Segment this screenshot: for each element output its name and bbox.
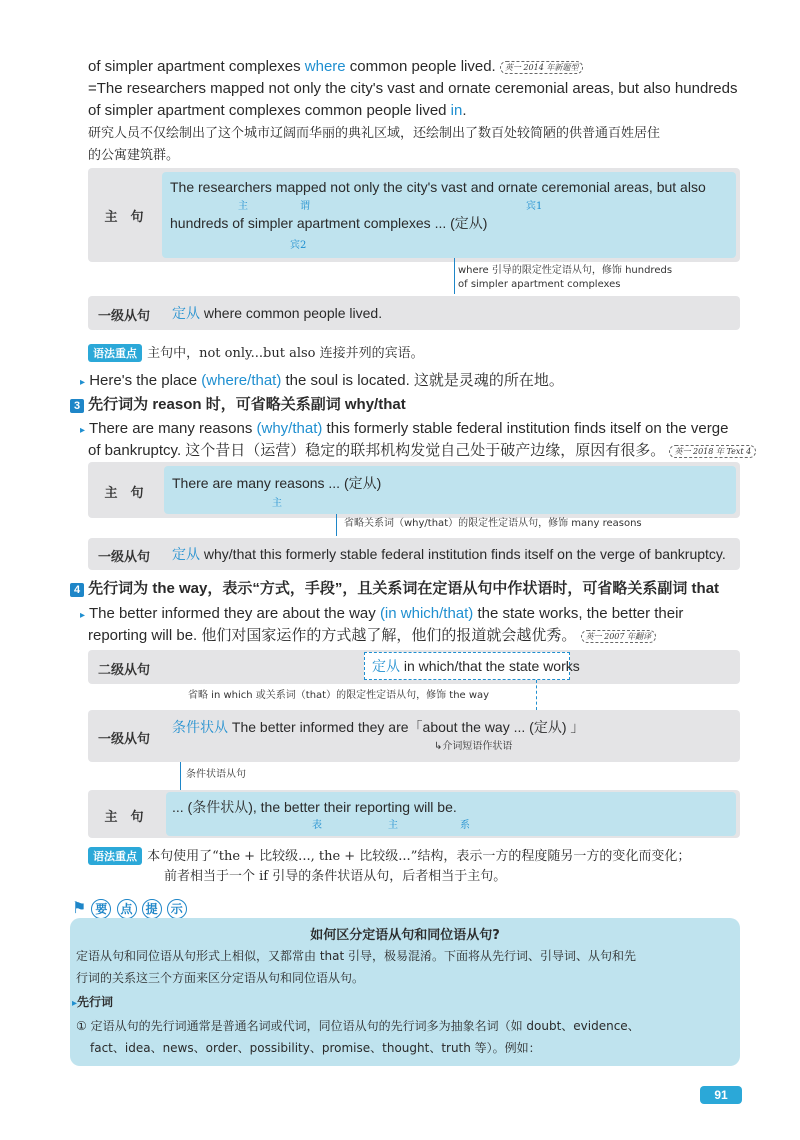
s4-label-xi: 系	[460, 820, 470, 831]
label-subject: 主	[238, 201, 248, 212]
s4-lvl2-label: 二级从句	[97, 663, 150, 678]
s4-label-zhu: 主	[388, 820, 398, 831]
flag-icon: ⚑	[72, 898, 87, 917]
section4-heading: 4 先行词为 the way，表示“方式，手段”，且关系词在定语从句中作状语时，可省略关系副词 that	[70, 578, 719, 600]
intro-line3: of simpler apartment complexes common people lived in.	[88, 102, 467, 119]
s3-arrow-note: 省略关系词（why/that）的限定性定语从句，修饰 many reasons	[344, 518, 642, 529]
s4-lvl1-label: 一级从句	[97, 732, 150, 747]
section4-line2: reporting will be. 他们对国家运作的方式越了解，他们的报道就会越优秀。 英一 2007 年翻译	[88, 625, 656, 647]
tips-p3: ① 定语从句的先行词通常是普通名词或代词，同位语从句的先行词多为抽象名词（如 doubt、evidence、	[76, 1019, 640, 1033]
main-clause-line1: The researchers mapped not only the city's vast and ornate ceremonial areas, but also	[170, 179, 706, 195]
s4-main-label: 主 句	[104, 810, 144, 825]
s4-lvl2-note: 省略 in which 或关系词（that）的限定性定语从句，修饰 the way	[188, 690, 490, 701]
s3-arrow-line	[336, 514, 337, 536]
tips-subheading: ▸先行词	[72, 995, 114, 1009]
page-number: 91	[700, 1086, 742, 1104]
s4-lvl2-text: 定从 in which/that the state works	[372, 658, 580, 674]
s3-sub-text: 定从 why/that this formerly stable federal institution finds itself on the verge of bankruptcy.	[172, 546, 726, 562]
section3-line2: of bankruptcy. 这个昔日（运营）稳定的联邦机构发觉自己处于破产边缘，原因有很多。 英一 2018 年 Text 4	[88, 440, 756, 462]
s4-lvl1-note: ↳介词短语作状语	[434, 741, 513, 752]
tips-header: ⚑ 要 点 提 示	[72, 898, 187, 919]
grammar-note-2: 语法重点 本句使用了“the + 比较级..., the + 比较级...”结构，表示一方的程度随另一方的变化而变化；	[88, 845, 690, 868]
section4-line1: ▸ The better informed they are about the way (in which/that) the state works, the better their	[80, 605, 684, 622]
arrow-note-2: of simpler apartment complexes	[458, 279, 621, 290]
label-object2: 宾2	[290, 240, 307, 251]
section3-heading: 3 先行词为 reason 时，可省略关系副词 why/that	[70, 394, 406, 416]
s3-label-subject: 主	[272, 498, 282, 509]
sub-clause-label: 一级从句	[97, 309, 150, 324]
grammar-note-1: 语法重点 主句中，not only...but also 连接并列的宾语。	[88, 342, 424, 365]
example-place: ▸ Here's the place (where/that) the soul is located. 这就是灵魂的所在地。	[80, 372, 564, 389]
s4-label-biao: 表	[312, 820, 322, 831]
s3-main-label: 主 句	[104, 486, 144, 501]
tips-p1: 定语从句和同位语从句形式上相似，又都常由 that 引导，极易混淆。下面将从先行词、引导词、从句和先	[76, 949, 637, 963]
label-predicate: 谓	[300, 201, 310, 212]
arrow-line	[454, 258, 455, 294]
s4-arrow-line	[180, 762, 181, 792]
s4-lvl1-text: 条件状从 The better informed they are「about the way ... (定从) 」	[172, 719, 585, 735]
s4-arrow-note: 条件状语从句	[186, 769, 246, 780]
main-clause-label: 主 句	[104, 210, 144, 225]
main-clause-line2: hundreds of simpler apartment complexes ... (定从)	[170, 215, 488, 231]
s3-main-text: There are many reasons ... (定从)	[172, 475, 382, 491]
intro-line1: of simpler apartment complexes where common people lived. 英一 2014 年新题型	[88, 56, 583, 78]
label-object1: 宾1	[526, 201, 543, 212]
section3-line1: ▸ There are many reasons (why/that) this formerly stable federal institution finds itself on the verge	[80, 420, 729, 437]
intro-line2: =The researchers mapped not only the city's vast and ornate ceremonial areas, but also hundreds	[88, 80, 738, 97]
s3-sub-label: 一级从句	[97, 550, 150, 565]
s4-dash-line	[536, 680, 537, 710]
grammar-note-2-line2: 前者相当于一个 if 引导的条件状语从句，后者相当于主句。	[164, 869, 507, 884]
s4-main-text: ... (条件状从), the better their reporting will be.	[172, 799, 457, 815]
intro-cn1: 研究人员不仅绘制出了这个城市辽阔而华丽的典礼区域，还绘制出了数百处较简陋的供普通百姓居住	[88, 126, 661, 141]
tips-title: 如何区分定语从句和同位语从句?	[310, 928, 500, 943]
sub-clause-text: 定从 where common people lived.	[172, 305, 383, 321]
tips-p2: 行词的关系这三个方面来区分定语从句和同位语从句。	[76, 971, 365, 985]
arrow-note-1: where 引导的限定性定语从句，修饰 hundreds	[458, 265, 673, 276]
source-tag: 英一 2014 年新题型	[500, 61, 583, 74]
tips-p4: fact、idea、news、order、possibility、promise、thought、truth 等）。例如：	[90, 1041, 541, 1055]
intro-cn2: 的公寓建筑群。	[88, 148, 180, 163]
